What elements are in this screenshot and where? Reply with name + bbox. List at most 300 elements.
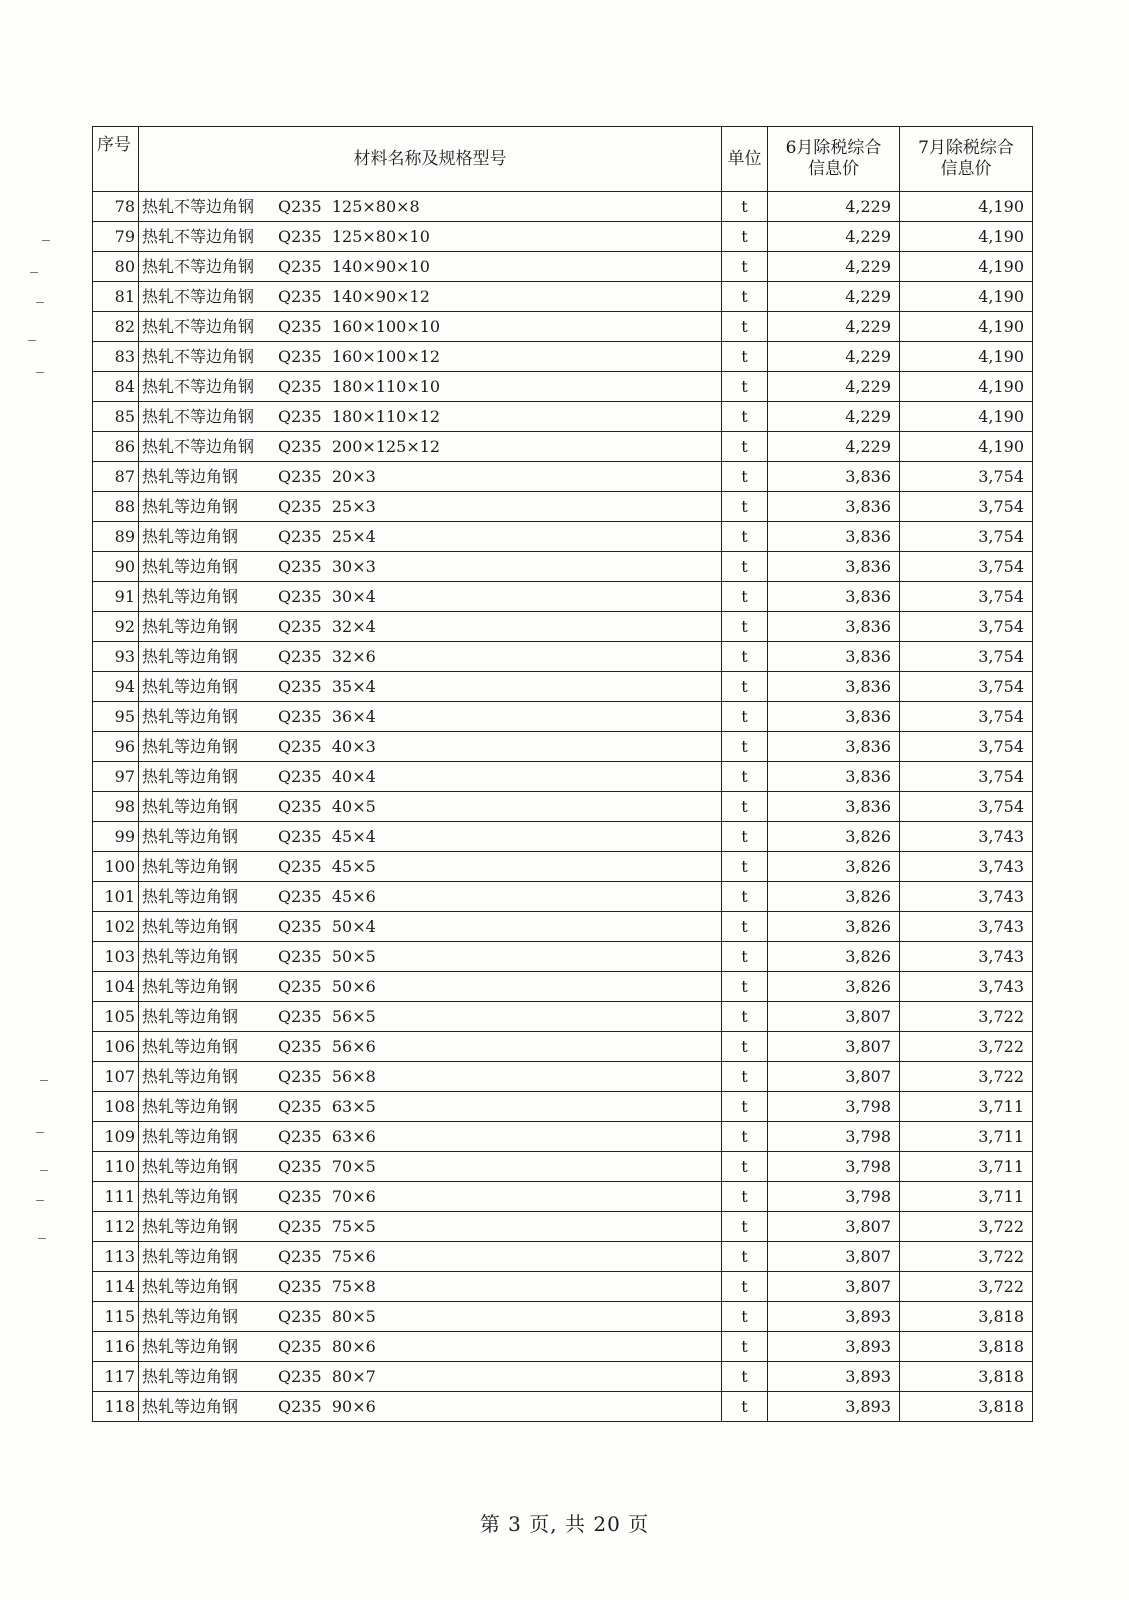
row-june-price: 3,836 bbox=[768, 462, 900, 492]
table-row bbox=[93, 912, 1033, 942]
row-july-price: 3,754 bbox=[900, 732, 1033, 762]
row-july-price: 3,711 bbox=[900, 1182, 1033, 1212]
table-row bbox=[93, 1152, 1033, 1182]
row-material bbox=[139, 792, 722, 822]
row-material bbox=[139, 762, 722, 792]
table-row bbox=[93, 282, 1033, 312]
row-seq: 92 bbox=[93, 612, 139, 642]
row-seq: 112 bbox=[93, 1212, 139, 1242]
row-material-spec: Q235 30×3 bbox=[278, 557, 376, 576]
row-material-spec: Q235 140×90×10 bbox=[278, 257, 430, 276]
row-june-price: 3,893 bbox=[768, 1302, 900, 1332]
row-seq: 103 bbox=[93, 942, 139, 972]
row-june-price: 4,229 bbox=[768, 252, 900, 282]
row-unit: t bbox=[722, 252, 768, 282]
row-july-price: 3,754 bbox=[900, 552, 1033, 582]
row-material bbox=[139, 1002, 722, 1032]
row-material-spec: Q235 140×90×12 bbox=[278, 287, 430, 306]
row-june-price: 3,836 bbox=[768, 612, 900, 642]
row-material-spec: Q235 30×4 bbox=[278, 587, 376, 606]
row-material bbox=[139, 192, 722, 222]
row-june-price: 3,836 bbox=[768, 672, 900, 702]
row-unit: t bbox=[722, 312, 768, 342]
row-july-price: 3,711 bbox=[900, 1152, 1033, 1182]
table-row bbox=[93, 432, 1033, 462]
scan-mark bbox=[40, 1080, 48, 1081]
row-material-name: 热轧等边角钢 bbox=[142, 1217, 239, 1236]
row-material-name: 热轧不等边角钢 bbox=[142, 437, 255, 456]
row-seq: 79 bbox=[93, 222, 139, 252]
row-seq: 96 bbox=[93, 732, 139, 762]
row-seq: 113 bbox=[93, 1242, 139, 1272]
row-material-spec: Q235 32×4 bbox=[278, 617, 376, 636]
row-unit: t bbox=[722, 552, 768, 582]
table-row bbox=[93, 1362, 1033, 1392]
header-june-line1: 6月除税综合 bbox=[785, 138, 882, 158]
row-seq: 115 bbox=[93, 1302, 139, 1332]
row-june-price: 3,807 bbox=[768, 1062, 900, 1092]
row-unit: t bbox=[722, 402, 768, 432]
table-body bbox=[93, 192, 1033, 1422]
row-june-price: 3,798 bbox=[768, 1152, 900, 1182]
table-row bbox=[93, 942, 1033, 972]
row-seq: 78 bbox=[93, 192, 139, 222]
scan-mark bbox=[38, 1238, 46, 1239]
row-june-price: 3,836 bbox=[768, 702, 900, 732]
row-seq: 89 bbox=[93, 522, 139, 552]
table-row bbox=[93, 1092, 1033, 1122]
row-june-price: 4,229 bbox=[768, 342, 900, 372]
row-july-price: 3,754 bbox=[900, 612, 1033, 642]
row-june-price: 3,836 bbox=[768, 642, 900, 672]
row-july-price: 3,818 bbox=[900, 1302, 1033, 1332]
row-unit: t bbox=[722, 972, 768, 1002]
row-material bbox=[139, 462, 722, 492]
row-material bbox=[139, 1302, 722, 1332]
row-material-spec: Q235 32×6 bbox=[278, 647, 376, 666]
row-seq: 111 bbox=[93, 1182, 139, 1212]
row-material-spec: Q235 125×80×10 bbox=[278, 227, 430, 246]
row-july-price: 3,754 bbox=[900, 762, 1033, 792]
row-unit: t bbox=[722, 882, 768, 912]
row-material-name: 热轧不等边角钢 bbox=[142, 377, 255, 396]
row-material bbox=[139, 732, 722, 762]
table-row bbox=[93, 612, 1033, 642]
row-material-spec: Q235 75×6 bbox=[278, 1247, 376, 1266]
row-july-price: 3,722 bbox=[900, 1002, 1033, 1032]
row-unit: t bbox=[722, 342, 768, 372]
table-row bbox=[93, 1212, 1033, 1242]
table-row bbox=[93, 642, 1033, 672]
table-row bbox=[93, 1002, 1033, 1032]
row-material bbox=[139, 822, 722, 852]
row-unit: t bbox=[722, 1272, 768, 1302]
header-june-price bbox=[768, 127, 900, 192]
row-material-name: 热轧等边角钢 bbox=[142, 1337, 239, 1356]
row-july-price: 3,818 bbox=[900, 1392, 1033, 1422]
row-material-name: 热轧等边角钢 bbox=[142, 587, 239, 606]
row-material-name: 热轧等边角钢 bbox=[142, 1067, 239, 1086]
row-material-spec: Q235 180×110×10 bbox=[278, 377, 441, 396]
row-material bbox=[139, 522, 722, 552]
row-material-name: 热轧不等边角钢 bbox=[142, 317, 255, 336]
row-material-name: 热轧等边角钢 bbox=[142, 1277, 239, 1296]
row-material-name: 热轧等边角钢 bbox=[142, 1127, 239, 1146]
row-material-name: 热轧等边角钢 bbox=[142, 1397, 239, 1416]
scan-mark bbox=[40, 1170, 48, 1171]
row-material-name: 热轧等边角钢 bbox=[142, 1187, 239, 1206]
row-seq: 87 bbox=[93, 462, 139, 492]
row-seq: 98 bbox=[93, 792, 139, 822]
row-july-price: 3,722 bbox=[900, 1032, 1033, 1062]
scan-mark bbox=[30, 272, 38, 273]
row-material-name: 热轧等边角钢 bbox=[142, 797, 239, 816]
row-material bbox=[139, 252, 722, 282]
row-material-name: 热轧不等边角钢 bbox=[142, 257, 255, 276]
row-june-price: 4,229 bbox=[768, 432, 900, 462]
row-june-price: 3,893 bbox=[768, 1392, 900, 1422]
row-june-price: 3,826 bbox=[768, 912, 900, 942]
header-july-line2: 信息价 bbox=[940, 159, 992, 179]
row-material-name: 热轧等边角钢 bbox=[142, 647, 239, 666]
table-row bbox=[93, 462, 1033, 492]
row-unit: t bbox=[722, 1362, 768, 1392]
row-seq: 104 bbox=[93, 972, 139, 1002]
row-seq: 102 bbox=[93, 912, 139, 942]
row-unit: t bbox=[722, 612, 768, 642]
row-july-price: 3,722 bbox=[900, 1212, 1033, 1242]
row-june-price: 4,229 bbox=[768, 312, 900, 342]
row-material bbox=[139, 372, 722, 402]
row-june-price: 3,807 bbox=[768, 1272, 900, 1302]
row-material bbox=[139, 702, 722, 732]
row-material-spec: Q235 50×4 bbox=[278, 917, 376, 936]
row-june-price: 3,807 bbox=[768, 1242, 900, 1272]
row-material bbox=[139, 1332, 722, 1362]
table-row bbox=[93, 402, 1033, 432]
row-material-name: 热轧等边角钢 bbox=[142, 857, 239, 876]
table-row bbox=[93, 762, 1033, 792]
row-june-price: 3,807 bbox=[768, 1002, 900, 1032]
row-material-spec: Q235 80×6 bbox=[278, 1337, 376, 1356]
row-june-price: 3,826 bbox=[768, 822, 900, 852]
row-unit: t bbox=[722, 1062, 768, 1092]
table-row bbox=[93, 342, 1033, 372]
row-july-price: 4,190 bbox=[900, 252, 1033, 282]
row-material bbox=[139, 312, 722, 342]
row-seq: 99 bbox=[93, 822, 139, 852]
row-material bbox=[139, 882, 722, 912]
row-unit: t bbox=[722, 762, 768, 792]
row-material bbox=[139, 342, 722, 372]
row-july-price: 3,754 bbox=[900, 792, 1033, 822]
row-july-price: 4,190 bbox=[900, 372, 1033, 402]
row-material-spec: Q235 160×100×12 bbox=[278, 347, 441, 366]
row-material-spec: Q235 40×3 bbox=[278, 737, 376, 756]
row-july-price: 4,190 bbox=[900, 342, 1033, 372]
row-material-spec: Q235 40×4 bbox=[278, 767, 376, 786]
row-june-price: 4,229 bbox=[768, 372, 900, 402]
row-unit: t bbox=[722, 672, 768, 702]
row-material-name: 热轧不等边角钢 bbox=[142, 197, 255, 216]
row-june-price: 4,229 bbox=[768, 192, 900, 222]
row-seq: 100 bbox=[93, 852, 139, 882]
table-row bbox=[93, 672, 1033, 702]
row-material-name: 热轧等边角钢 bbox=[142, 1307, 239, 1326]
row-material-spec: Q235 45×4 bbox=[278, 827, 376, 846]
row-material bbox=[139, 642, 722, 672]
table-row bbox=[93, 1302, 1033, 1332]
header-material-name: 材料名称及规格型号 bbox=[139, 127, 722, 192]
row-seq: 86 bbox=[93, 432, 139, 462]
header-row bbox=[93, 127, 1033, 192]
row-material bbox=[139, 432, 722, 462]
row-seq: 109 bbox=[93, 1122, 139, 1152]
row-material-spec: Q235 56×8 bbox=[278, 1067, 376, 1086]
row-material-name: 热轧等边角钢 bbox=[142, 977, 239, 996]
row-material bbox=[139, 1062, 722, 1092]
row-unit: t bbox=[722, 492, 768, 522]
scan-mark bbox=[36, 372, 44, 373]
row-unit: t bbox=[722, 822, 768, 852]
table-row bbox=[93, 702, 1033, 732]
row-material-spec: Q235 80×7 bbox=[278, 1367, 376, 1386]
row-material-name: 热轧等边角钢 bbox=[142, 527, 239, 546]
row-unit: t bbox=[722, 1392, 768, 1422]
row-seq: 95 bbox=[93, 702, 139, 732]
row-seq: 118 bbox=[93, 1392, 139, 1422]
row-material-name: 热轧等边角钢 bbox=[142, 737, 239, 756]
row-material bbox=[139, 1242, 722, 1272]
row-material bbox=[139, 1362, 722, 1392]
table-row bbox=[93, 522, 1033, 552]
table-header bbox=[93, 127, 1033, 192]
row-material-spec: Q235 63×6 bbox=[278, 1127, 376, 1146]
table-row bbox=[93, 312, 1033, 342]
row-unit: t bbox=[722, 642, 768, 672]
row-seq: 82 bbox=[93, 312, 139, 342]
row-material-spec: Q235 90×6 bbox=[278, 1397, 376, 1416]
row-seq: 81 bbox=[93, 282, 139, 312]
row-july-price: 3,754 bbox=[900, 462, 1033, 492]
table-row bbox=[93, 1182, 1033, 1212]
row-seq: 116 bbox=[93, 1332, 139, 1362]
table-row bbox=[93, 252, 1033, 282]
scan-mark bbox=[36, 1132, 44, 1133]
row-unit: t bbox=[722, 522, 768, 552]
row-material-name: 热轧等边角钢 bbox=[142, 557, 239, 576]
row-seq: 117 bbox=[93, 1362, 139, 1392]
row-june-price: 3,836 bbox=[768, 762, 900, 792]
header-june-line2: 信息价 bbox=[808, 159, 859, 179]
row-july-price: 4,190 bbox=[900, 432, 1033, 462]
row-material-spec: Q235 70×6 bbox=[278, 1187, 376, 1206]
row-material-name: 热轧等边角钢 bbox=[142, 1157, 239, 1176]
row-july-price: 3,754 bbox=[900, 522, 1033, 552]
row-seq: 83 bbox=[93, 342, 139, 372]
row-material-spec: Q235 36×4 bbox=[278, 707, 376, 726]
row-material bbox=[139, 852, 722, 882]
row-july-price: 3,743 bbox=[900, 942, 1033, 972]
row-june-price: 3,807 bbox=[768, 1032, 900, 1062]
row-material bbox=[139, 1392, 722, 1422]
table-row bbox=[93, 192, 1033, 222]
row-material-spec: Q235 56×6 bbox=[278, 1037, 376, 1056]
row-seq: 85 bbox=[93, 402, 139, 432]
row-material-name: 热轧不等边角钢 bbox=[142, 407, 255, 426]
row-july-price: 3,743 bbox=[900, 882, 1033, 912]
table-row bbox=[93, 1332, 1033, 1362]
table-row bbox=[93, 852, 1033, 882]
row-material-spec: Q235 63×5 bbox=[278, 1097, 376, 1116]
row-material-name: 热轧等边角钢 bbox=[142, 947, 239, 966]
row-seq: 97 bbox=[93, 762, 139, 792]
row-material-spec: Q235 20×3 bbox=[278, 467, 376, 486]
row-june-price: 3,826 bbox=[768, 942, 900, 972]
row-july-price: 3,743 bbox=[900, 822, 1033, 852]
row-july-price: 4,190 bbox=[900, 192, 1033, 222]
row-unit: t bbox=[722, 1182, 768, 1212]
row-unit: t bbox=[722, 1092, 768, 1122]
scan-mark bbox=[36, 302, 44, 303]
price-table bbox=[92, 126, 1033, 1422]
row-material-spec: Q235 125×80×8 bbox=[278, 197, 420, 216]
header-unit: 单位 bbox=[722, 127, 768, 192]
row-material-spec: Q235 160×100×10 bbox=[278, 317, 441, 336]
row-unit: t bbox=[722, 582, 768, 612]
row-unit: t bbox=[722, 1302, 768, 1332]
row-unit: t bbox=[722, 282, 768, 312]
row-unit: t bbox=[722, 1122, 768, 1152]
row-unit: t bbox=[722, 942, 768, 972]
row-seq: 101 bbox=[93, 882, 139, 912]
row-unit: t bbox=[722, 852, 768, 882]
row-material-name: 热轧等边角钢 bbox=[142, 917, 239, 936]
table-row bbox=[93, 972, 1033, 1002]
row-unit: t bbox=[722, 222, 768, 252]
row-material-spec: Q235 56×5 bbox=[278, 1007, 376, 1026]
row-july-price: 3,743 bbox=[900, 852, 1033, 882]
row-material bbox=[139, 1272, 722, 1302]
row-material-spec: Q235 50×5 bbox=[278, 947, 376, 966]
table-row bbox=[93, 582, 1033, 612]
table-row bbox=[93, 222, 1033, 252]
row-material-spec: Q235 45×6 bbox=[278, 887, 376, 906]
row-material-spec: Q235 25×4 bbox=[278, 527, 376, 546]
row-july-price: 3,818 bbox=[900, 1362, 1033, 1392]
row-july-price: 3,722 bbox=[900, 1272, 1033, 1302]
row-unit: t bbox=[722, 702, 768, 732]
row-unit: t bbox=[722, 372, 768, 402]
row-june-price: 3,798 bbox=[768, 1092, 900, 1122]
row-material-spec: Q235 180×110×12 bbox=[278, 407, 441, 426]
row-material-name: 热轧不等边角钢 bbox=[142, 227, 255, 246]
row-unit: t bbox=[722, 1212, 768, 1242]
row-material-spec: Q235 50×6 bbox=[278, 977, 376, 996]
row-july-price: 4,190 bbox=[900, 282, 1033, 312]
row-material bbox=[139, 1182, 722, 1212]
row-unit: t bbox=[722, 1032, 768, 1062]
row-material bbox=[139, 942, 722, 972]
row-july-price: 3,711 bbox=[900, 1092, 1033, 1122]
row-unit: t bbox=[722, 792, 768, 822]
row-june-price: 3,893 bbox=[768, 1362, 900, 1392]
row-material-name: 热轧等边角钢 bbox=[142, 887, 239, 906]
row-material-name: 热轧等边角钢 bbox=[142, 467, 239, 486]
row-seq: 84 bbox=[93, 372, 139, 402]
row-material bbox=[139, 1212, 722, 1242]
table-row bbox=[93, 1242, 1033, 1272]
row-july-price: 3,743 bbox=[900, 912, 1033, 942]
row-material bbox=[139, 1092, 722, 1122]
row-seq: 110 bbox=[93, 1152, 139, 1182]
table-row bbox=[93, 732, 1033, 762]
table-row bbox=[93, 1392, 1033, 1422]
row-seq: 93 bbox=[93, 642, 139, 672]
row-material bbox=[139, 972, 722, 1002]
row-july-price: 3,743 bbox=[900, 972, 1033, 1002]
table-row bbox=[93, 882, 1033, 912]
row-seq: 107 bbox=[93, 1062, 139, 1092]
row-material bbox=[139, 282, 722, 312]
table-row bbox=[93, 822, 1033, 852]
price-table-container bbox=[92, 126, 1032, 1422]
row-july-price: 3,754 bbox=[900, 702, 1033, 732]
row-june-price: 3,836 bbox=[768, 522, 900, 552]
table-row bbox=[93, 372, 1033, 402]
table-row bbox=[93, 1062, 1033, 1092]
scan-mark bbox=[36, 1200, 44, 1201]
row-unit: t bbox=[722, 1332, 768, 1362]
row-material-name: 热轧等边角钢 bbox=[142, 767, 239, 786]
page-number: 第 3 页, 共 20 页 bbox=[479, 1512, 650, 1536]
row-material-spec: Q235 40×5 bbox=[278, 797, 376, 816]
row-july-price: 3,711 bbox=[900, 1122, 1033, 1152]
row-material bbox=[139, 612, 722, 642]
scan-mark bbox=[42, 240, 50, 241]
row-material-spec: Q235 70×5 bbox=[278, 1157, 376, 1176]
row-material-name: 热轧等边角钢 bbox=[142, 677, 239, 696]
row-material-spec: Q235 200×125×12 bbox=[278, 437, 441, 456]
row-material bbox=[139, 1152, 722, 1182]
table-row bbox=[93, 1122, 1033, 1152]
table-row bbox=[93, 792, 1033, 822]
row-unit: t bbox=[722, 912, 768, 942]
row-june-price: 3,826 bbox=[768, 882, 900, 912]
row-june-price: 3,836 bbox=[768, 552, 900, 582]
row-material bbox=[139, 1032, 722, 1062]
row-june-price: 3,798 bbox=[768, 1182, 900, 1212]
row-june-price: 3,826 bbox=[768, 852, 900, 882]
row-july-price: 3,818 bbox=[900, 1332, 1033, 1362]
row-unit: t bbox=[722, 1002, 768, 1032]
row-unit: t bbox=[722, 1152, 768, 1182]
row-june-price: 3,826 bbox=[768, 972, 900, 1002]
row-material-name: 热轧等边角钢 bbox=[142, 1367, 239, 1386]
row-material-spec: Q235 75×8 bbox=[278, 1277, 376, 1296]
row-unit: t bbox=[722, 732, 768, 762]
row-july-price: 4,190 bbox=[900, 312, 1033, 342]
row-june-price: 4,229 bbox=[768, 402, 900, 432]
row-july-price: 4,190 bbox=[900, 222, 1033, 252]
table-row bbox=[93, 552, 1033, 582]
row-material-name: 热轧等边角钢 bbox=[142, 1097, 239, 1116]
row-june-price: 3,798 bbox=[768, 1122, 900, 1152]
row-seq: 105 bbox=[93, 1002, 139, 1032]
table-row bbox=[93, 492, 1033, 522]
row-seq: 88 bbox=[93, 492, 139, 522]
row-seq: 91 bbox=[93, 582, 139, 612]
